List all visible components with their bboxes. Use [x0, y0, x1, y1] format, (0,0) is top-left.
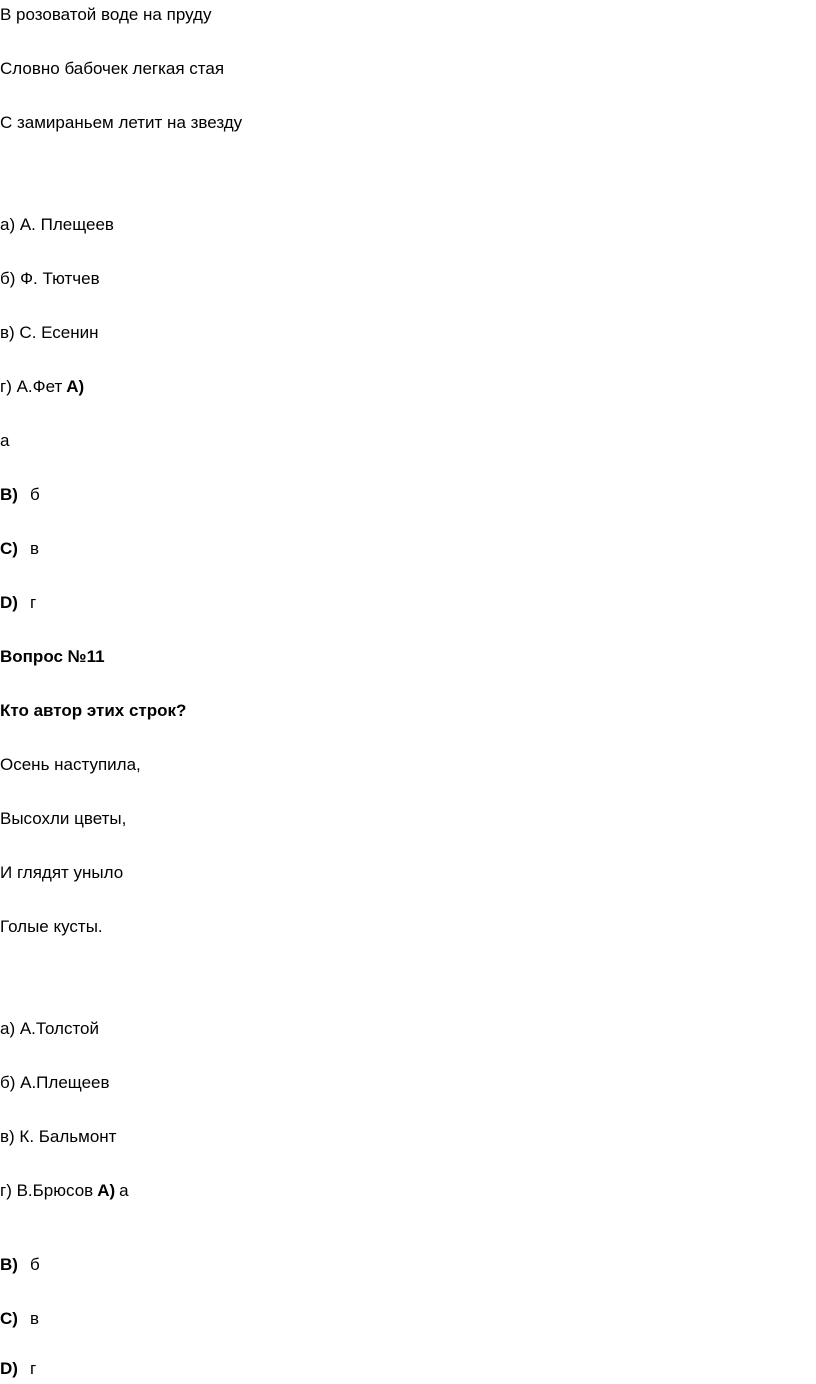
option-a: а) А.Толстой [0, 1019, 100, 1038]
poem-line: И глядят уныло [0, 863, 124, 882]
option-c: в) К. Бальмонт [0, 1127, 117, 1146]
answer-row-d[interactable] [0, 593, 36, 613]
answer-value-c: в [30, 539, 40, 558]
answer-row-b[interactable] [0, 1255, 40, 1275]
answer-value-d: г [30, 1359, 37, 1378]
option-d: г) А.Фет [0, 377, 63, 396]
option-d-row [0, 1181, 129, 1201]
answer-letter-c: C) [0, 539, 18, 558]
answer-row-c[interactable] [0, 1309, 39, 1329]
answer-value-c: в [30, 1309, 40, 1328]
answer-letter-a[interactable]: A) [97, 1181, 116, 1200]
poem-line: В розоватой воде на пруду [0, 5, 212, 24]
answer-value-b: б [30, 485, 40, 504]
answer-letter-b: B) [0, 485, 18, 504]
answer-value-d: г [30, 593, 37, 612]
option-b: б) Ф. Тютчев [0, 269, 100, 288]
option-b: б) А.Плещеев [0, 1073, 110, 1092]
question-prompt: Кто автор этих строк? [0, 701, 187, 720]
answer-letter-d: D) [0, 1359, 18, 1378]
question-title: Вопрос №11 [0, 647, 105, 666]
poem-line: Голые кусты. [0, 917, 103, 936]
option-d: г) В.Брюсов [0, 1181, 94, 1200]
answer-letter-b: B) [0, 1255, 18, 1274]
answer-letter-c: C) [0, 1309, 18, 1328]
poem-line: С замираньем летит на звезду [0, 113, 243, 132]
answer-row-d[interactable] [0, 1359, 36, 1379]
answer-letter-a[interactable]: A) [66, 377, 85, 396]
poem-line: Высохли цветы, [0, 809, 127, 828]
answer-letter-d: D) [0, 593, 18, 612]
option-d-row [0, 377, 84, 397]
option-a: а) А. Плещеев [0, 215, 114, 234]
answer-value-b: б [30, 1255, 40, 1274]
poem-line: Осень наступила, [0, 755, 141, 774]
poem-line: Словно бабочек легкая стая [0, 59, 225, 78]
option-c: в) С. Есенин [0, 323, 99, 342]
answer-value-a[interactable]: а [119, 1181, 129, 1200]
answer-row-b[interactable] [0, 485, 40, 505]
answer-value-a[interactable]: а [0, 431, 10, 450]
answer-row-c[interactable] [0, 539, 39, 559]
